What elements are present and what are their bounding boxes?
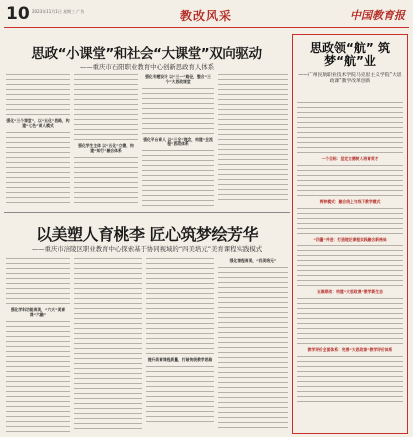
- article-2-subhead-1: 强化学科功能育美，“六大”美育课“六融”: [10, 307, 66, 317]
- article-divider: [4, 212, 290, 213]
- feature-headline: 思政领“航” 筑梦“航”业: [310, 41, 390, 68]
- article-1-subhead-3: 强化平台育人 以“三全”理念，构建“全流程”思政体系: [143, 136, 213, 147]
- article-2-subtitle: ——重庆市涪陵区职业教育中心探索基于协同视域的“四美培元”美育课程实践模式: [31, 245, 263, 253]
- feature-subhead-2: 两种模式：融合线上与线下教学模式: [319, 198, 381, 204]
- article-2-column-4: [218, 258, 288, 434]
- article-2-column-2: [74, 258, 142, 434]
- feature-subhead-5: 教学评价全面体系：完善“大思政课”教学评价体系: [307, 347, 393, 353]
- page-number: 10: [6, 4, 30, 24]
- article-1-subhead-1: 强化“三个课堂”，以“五化”思路，构建“七色”育人模式: [6, 118, 70, 128]
- article-1-subhead-4: 强化学生主体 以“五化”立德，构建“知行”融合体系: [78, 143, 134, 153]
- newspaper-logo: 中国教育报: [350, 9, 405, 22]
- section-title: 教改风采: [180, 9, 233, 23]
- article-1-column-4: [218, 74, 288, 208]
- article-2-column-1: [6, 258, 70, 434]
- page-header: [4, 3, 409, 28]
- article-1-column-1: [6, 74, 70, 208]
- feature-subtitle: ——广州民航职业技术学院马克思主义学院“大思政课”教学改革创新: [298, 73, 402, 84]
- feature-subhead-1: 一个目标：坚定立德树人培育英才: [321, 156, 379, 161]
- article-1-subhead-2: 强化专题设计 以“三一”路径，整合“三个”大思政课堂: [145, 74, 211, 84]
- article-1-headline: 思政“小课堂”和社会“大课堂”双向驱动: [31, 46, 262, 62]
- issue-date: 2023年11月1日 星期三 广告: [32, 9, 85, 14]
- article-1-column-3: [142, 74, 214, 208]
- article-2-headline: 以美塑人育桃李 匠心筑梦绘芳华: [35, 225, 259, 244]
- article-2-column-3: [146, 258, 214, 434]
- article-1-column-2: [74, 74, 138, 208]
- feature-subhead-3: “四量”并进：打造理论课程实践融合新格局: [313, 236, 387, 242]
- feature-subhead-4: 五维联动：构建“大思政课”教学新生态: [317, 289, 383, 295]
- feature-body: [297, 102, 403, 428]
- article-2-subhead-2: 强化课程育美，“四美培元”: [229, 258, 277, 263]
- article-1-subtitle: ——重庆市石阳职业教育中心创新思政育人体系: [79, 63, 215, 71]
- article-2-subhead-3: 提升美育课程质量，打破传统教学思路: [147, 357, 213, 362]
